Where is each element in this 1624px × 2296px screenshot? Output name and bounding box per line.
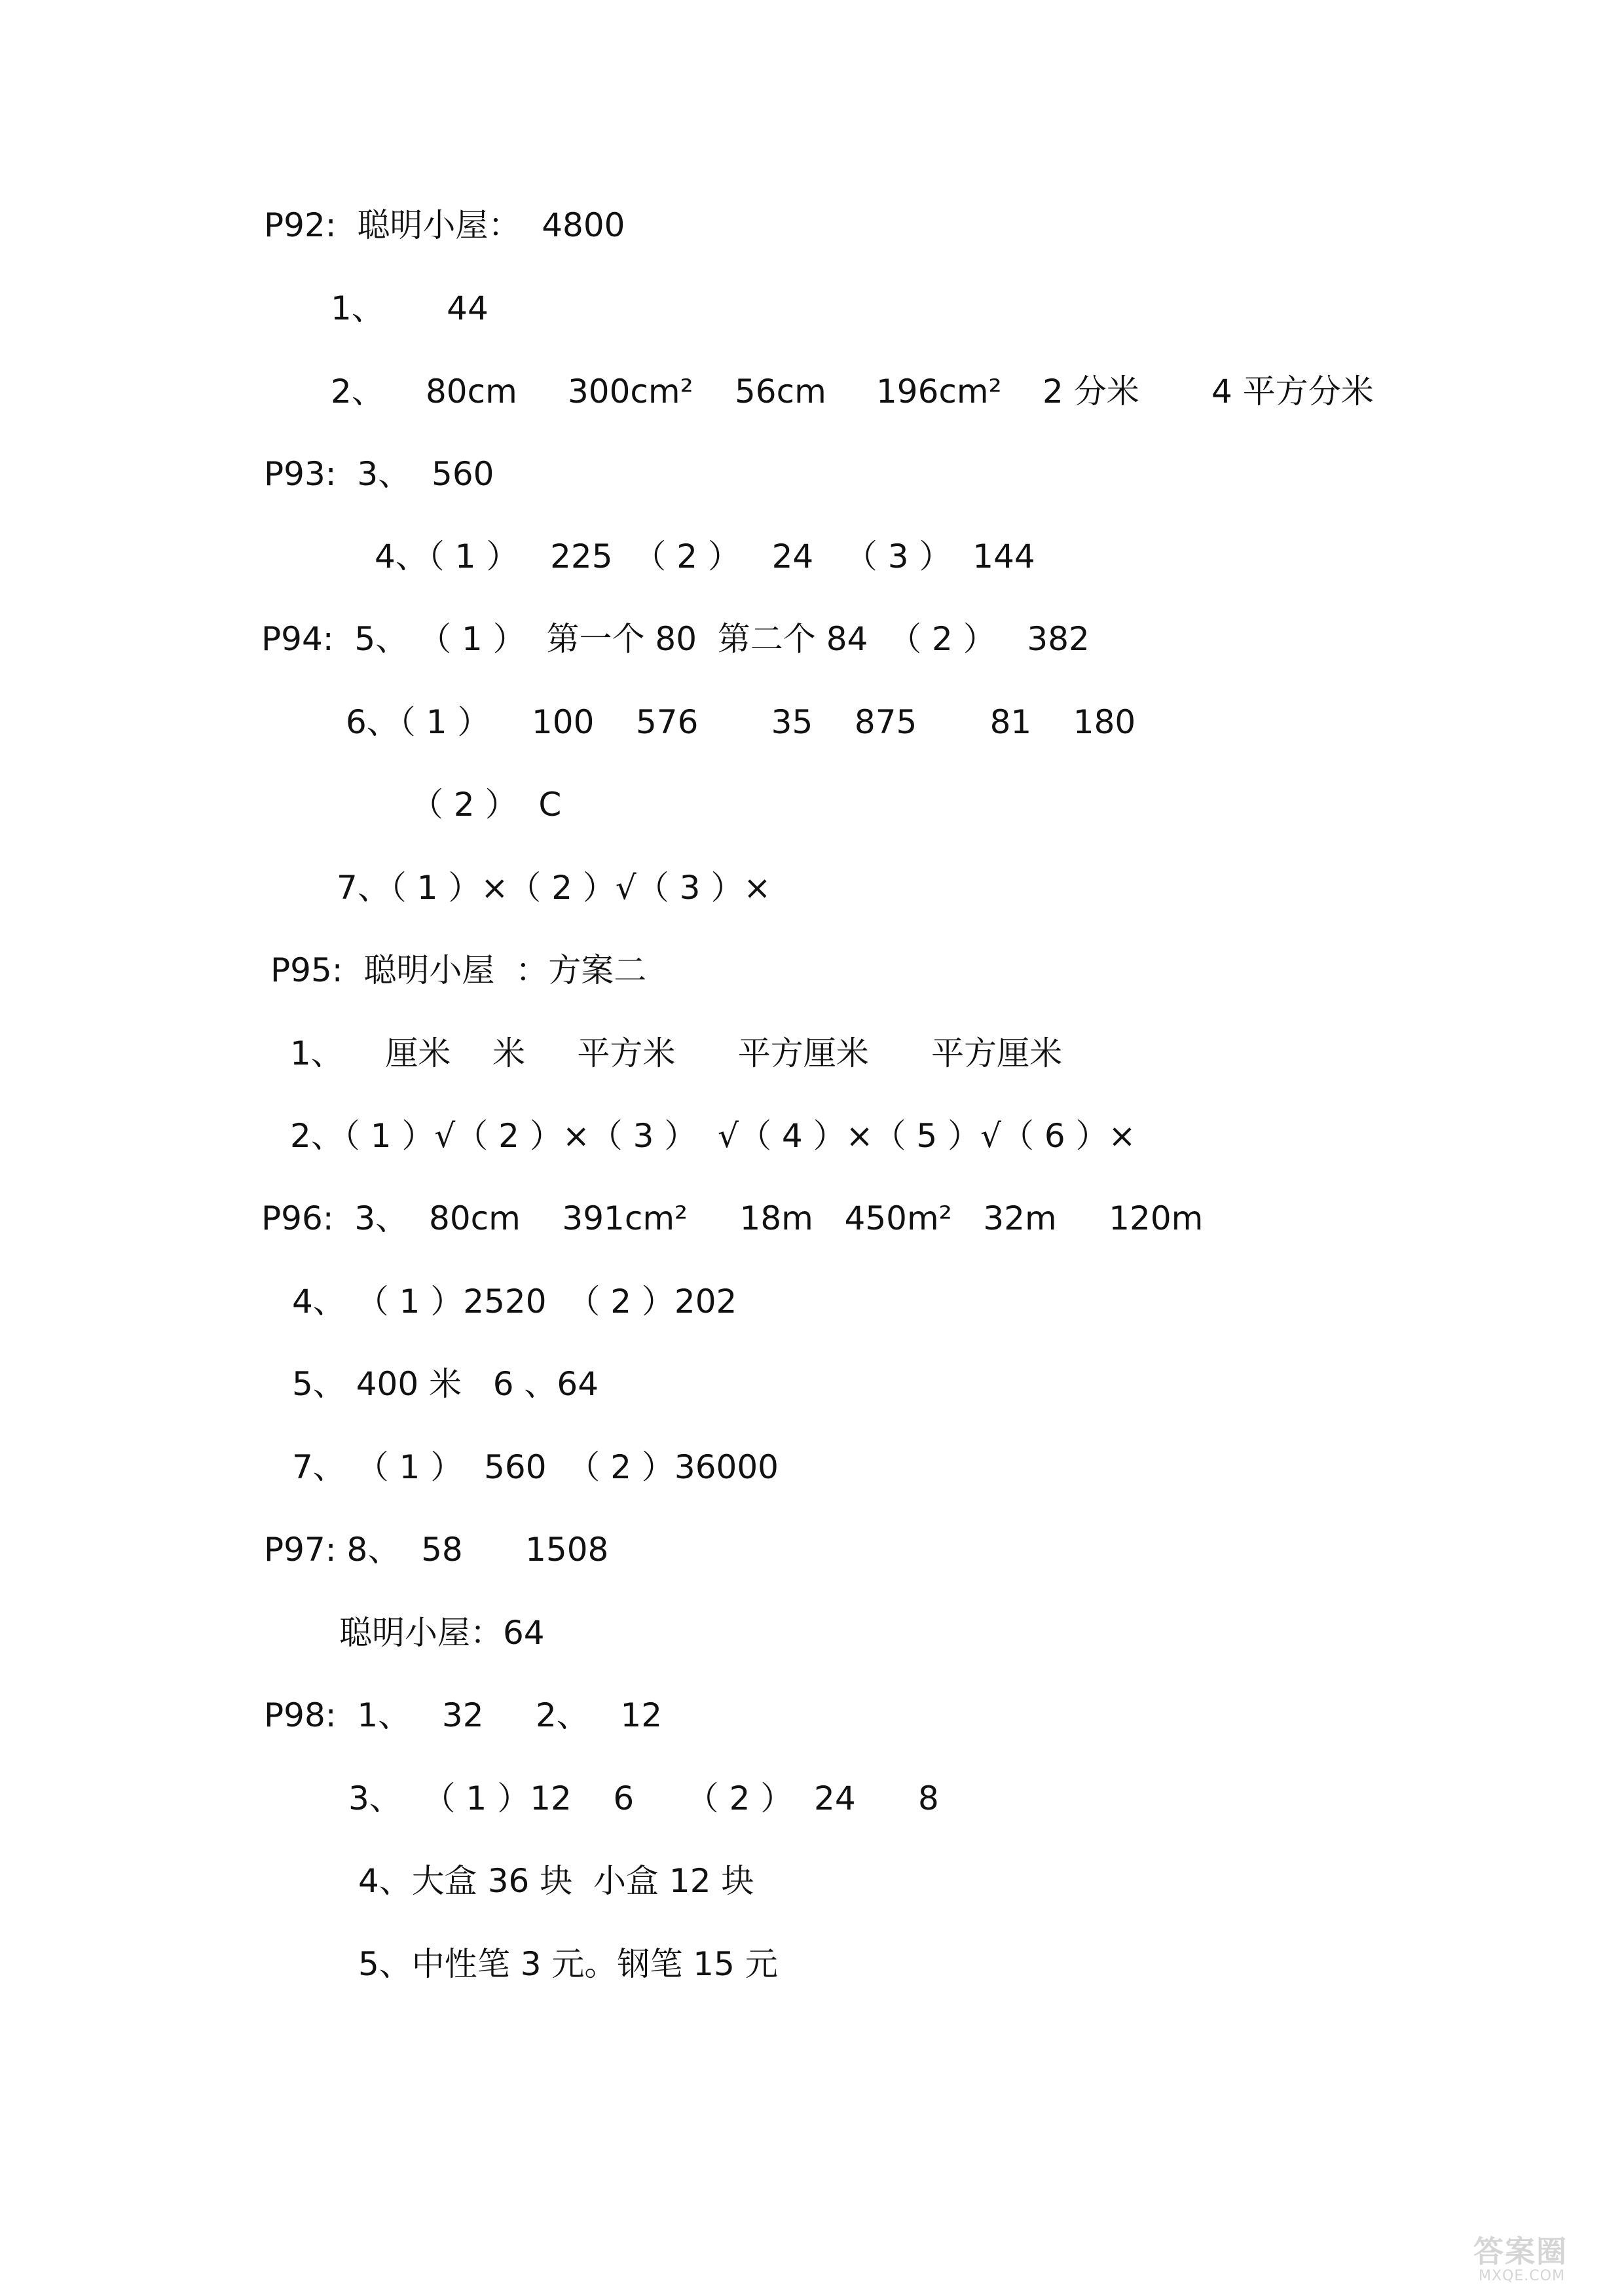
p92-answer-2-value: 196cm² [876, 373, 1002, 410]
p95-answer-1: 1、 厘米 米 平方米 平方厘米 平方厘米 [290, 1034, 1063, 1072]
p98-answer-5: 5、中性笔 3 元。钢笔 15 元 [358, 1945, 778, 1983]
p96-answer-5-6: 5、 400 米 6 、64 [292, 1365, 599, 1403]
watermark-domain: MXQE.COM [1479, 2268, 1565, 2284]
p98-answer-3: 3、 （ 1 ）12 6 （ 2 ） 24 8 [348, 1779, 939, 1817]
p96-answer-4: 4、 （ 1 ）2520 （ 2 ）202 [292, 1283, 737, 1321]
p97-bonus-answer: 聪明小屋：64 [339, 1614, 545, 1652]
p98-heading: P98: 1、 32 2、 12 [264, 1696, 663, 1734]
p94-answer-7: 7、（ 1 ）×（ 2 ）√（ 3 ）× [337, 869, 771, 907]
p92-heading: P92: 聪明小屋： 4800 [264, 206, 625, 244]
p93-answer-4: 4、（ 1 ） 225 （ 2 ） 24 （ 3 ） 144 [375, 538, 1035, 575]
p96-heading: P96: 3、 80cm 391cm² 18m 450m² 32m 120m [261, 1199, 1204, 1237]
p92-answer-2-value: 300cm² [568, 373, 693, 410]
p92-answer-2-label: 2、 [331, 373, 384, 410]
p96-answer-7: 7、 （ 1 ） 560 （ 2 ）36000 [292, 1448, 779, 1486]
p93-heading: P93: 3、 560 [264, 455, 494, 493]
p95-answer-2: 2、（ 1 ）√（ 2 ）×（ 3 ） √（ 4 ）×（ 5 ）√（ 6 ）× [290, 1117, 1136, 1155]
p92-answer-2-value: 56cm [735, 373, 826, 410]
p95-heading: P95: 聪明小屋 ：方案二 [270, 951, 647, 989]
p92-answer-2-value: 80cm [426, 373, 517, 410]
p92-answer-2 [331, 372, 1444, 411]
p94-answer-6b: （ 2 ） C [411, 786, 562, 824]
p92-answer-2-value: 4 平方分米 [1211, 373, 1374, 410]
p92-answer-1: 1、 44 [331, 289, 489, 327]
watermark-logo-text: 答案圈 [1473, 2234, 1568, 2269]
p97-heading: P97: 8、 58 1508 [264, 1531, 609, 1569]
p94-answer-6a: 6、（ 1 ） 100 576 35 875 81 180 [346, 703, 1136, 741]
p92-answer-2-value: 2 分米 [1043, 373, 1139, 410]
site-watermark [1473, 2236, 1611, 2287]
p98-answer-4: 4、大盒 36 块 小盒 12 块 [358, 1862, 754, 1900]
p94-heading: P94: 5、 （ 1 ） 第一个 80 第二个 84 （ 2 ） 382 [261, 620, 1090, 658]
